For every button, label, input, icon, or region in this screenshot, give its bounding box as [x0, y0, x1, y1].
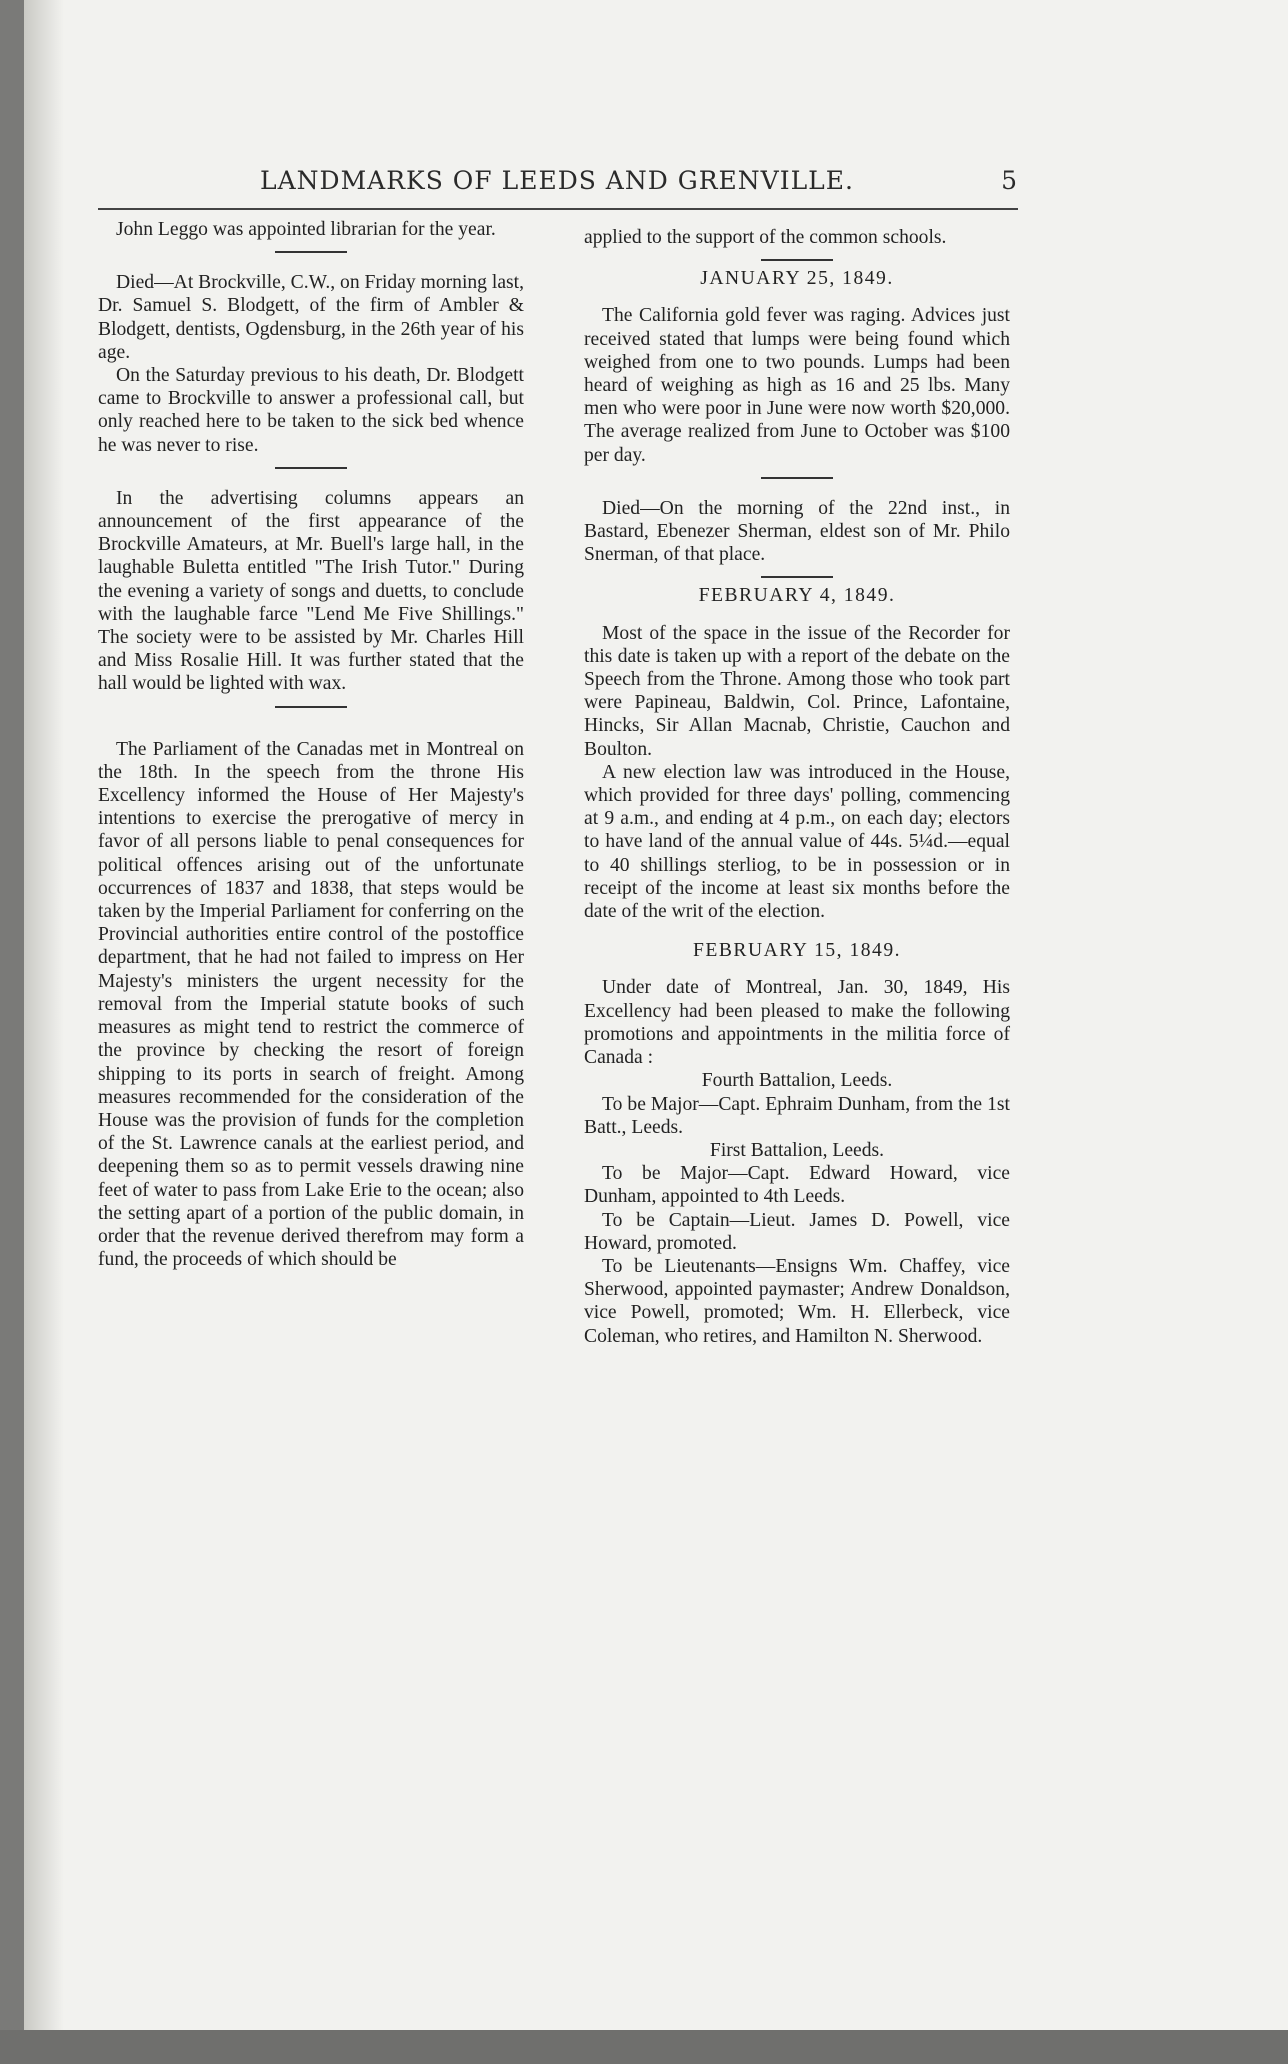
paragraph: John Leggo was appointed librarian for the year.: [116, 219, 496, 240]
paragraph: On the Saturday previous to his death, Dr. Blodgett came to Brockville to answer a professional call, but only reached here to be taken to the sick bed whence he was never to rise.: [98, 365, 524, 456]
paragraph: applied to the support of the common schools.: [584, 227, 947, 248]
separator: [761, 576, 833, 578]
binding-shadow: [24, 0, 64, 2030]
paragraph: In the advertising columns appears an announcement of the first appearance of the Brockville Amateurs, at Mr. Buell's large hall, in the laughable Buletta entitled "The Irish Tutor." During the evening a variety of songs and duetts, to conclude with the laughable farce "Lend Me Five Shillings." The society were to be assisted by Mr. Charles Hill and Miss Rosalie Hill. It was further stated that the hall would be lighted with wax.: [98, 487, 524, 695]
paragraph: The Parliament of the Canadas met in Montreal on the 18th. In the speech from the throne His Excellency informed the House of Her Majesty's intentions to exercise the prerogative of mercy in favor of all persons liable to penal consequences for political offences arising out of the unfortunate occurrences of 1837 and 1838, that steps would be taken by the Imperial Parliament for conferring on the Provincial authorities entire control of the postoffice department, that he had not failed to impress on Her Majesty's ministers the urgent necessity for the removal from the Imperial statute books of such measures as might tend to restrict the commerce of the province by checking the resort of foreign shipping to its ports in search of freight. Among measures recommended for the consideration of the House was the provision of funds for the completion of the St. Lawrence canals at the earliest period, and deepening them so as to permit vessels drawing nine feet of water to pass from Lake Erie to the ocean; also the setting apart of a portion of the public domain, in order that the revenue derived therefrom may form a fund, the proceeds of which should be: [98, 738, 524, 1271]
scan-edge: [0, 2030, 1288, 2064]
paragraph: Under date of Montreal, Jan. 30, 1849, His Excellency had been pleased to make the following promotions and appointments in the militia force of Canada :: [584, 977, 1010, 1069]
subheading: First Battalion, Leeds.: [709, 1139, 885, 1161]
paragraph: The California gold fever was raging. Advices just received stated that lumps were being found which weighed from one to two pounds. Lumps had been heard of weighing as high as 16 and 25 lbs. Many men who were poor in June were now worth $20,000. The average realized from June to October was $100 per day.: [584, 305, 1010, 466]
paragraph: To be Major—Capt. Edward Howard, vice Dunham, appointed to 4th Leeds.: [584, 1163, 1010, 1208]
page-title: LANDMARKS OF LEEDS AND GRENVILLE.: [260, 166, 854, 195]
right-column: [584, 226, 1010, 1348]
paragraph: To be Major—Capt. Ephraim Dunham, from the 1st Batt., Leeds.: [584, 1093, 1010, 1138]
header-rule: [98, 208, 1018, 210]
date-heading: FEBRUARY 4, 1849.: [698, 585, 896, 607]
separator: [275, 467, 347, 469]
separator: [275, 251, 347, 253]
date-heading: FEBRUARY 15, 1849.: [692, 940, 902, 962]
paragraph: Died—At Brockville, C.W., on Friday morning last, Dr. Samuel S. Blodgett, of the firm of Ambler & Blodgett, dentists, Ogdensburg, in the 26th year of his age.: [98, 272, 524, 363]
separator: [761, 259, 833, 261]
paragraph: To be Lieutenants—Ensigns Wm. Chaffey, vice Sherwood, appointed paymaster; Andrew Donaldson, vice Powell, promoted; Wm. H. Ellerbeck, vice Coleman, who retires, and Hamilton N. Sherwood.: [584, 1255, 1010, 1347]
date-heading: JANUARY 25, 1849.: [700, 268, 894, 290]
paragraph: Most of the space in the issue of the Recorder for this date is taken up with a report of the debate on the Speech from the Throne. Among those who took part were Papineau, Baldwin, Col. Prince, Lafontaine, Hincks, Sir Allan Macnab, Christie, Cauchon and Boulton.: [584, 622, 1010, 760]
left-column: [98, 218, 524, 1271]
running-header: [98, 166, 1018, 206]
page-number: 5: [1001, 166, 1018, 195]
subheading: Fourth Battalion, Leeds.: [701, 1070, 893, 1092]
paragraph: A new election law was introduced in the House, which provided for three days' polling, commencing at 9 a.m., and ending at 4 p.m., on each day; electors to have land of the annual value of 44s. 5¼d.—equal to 40 shillings sterliog, to be in possession or in receipt of the income at least six months before the date of the writ of the election.: [584, 761, 1010, 923]
separator: [275, 706, 347, 708]
separator: [761, 477, 833, 479]
paragraph: Died—On the morning of the 22nd inst., in Bastard, Ebenezer Sherman, eldest son of Mr. Philo Snerman, of that place.: [584, 497, 1010, 566]
paragraph: To be Captain—Lieut. James D. Powell, vice Howard, promoted.: [584, 1209, 1010, 1254]
